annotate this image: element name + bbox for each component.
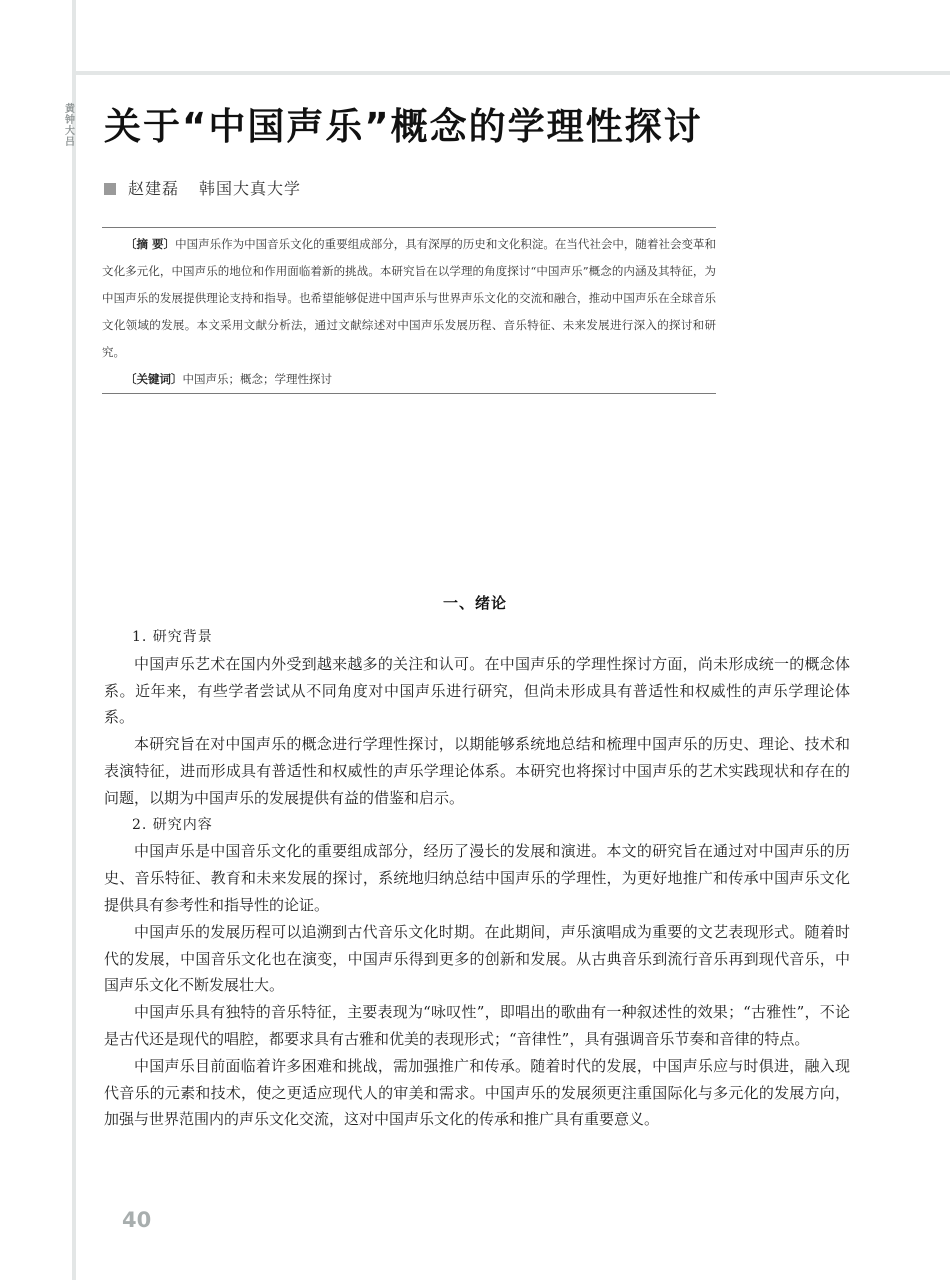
byline: [104, 176, 301, 199]
body-paragraph: 中国声乐目前面临着许多困难和挑战，需加强推广和传承。随着时代的发展，中国声乐应与时俱进，融入现代音乐的元素和技术，使之更适应现代人的审美和需求。中国声乐的发展须更注重国际化与多元化的发展方向，加强与世界范围内的声乐文化交流，这对中国声乐文化的传承和推广具有重要意义。: [104, 1056, 850, 1129]
subheading-research-content: 2. 研究内容: [132, 816, 213, 833]
header-rule: [76, 71, 950, 75]
body-paragraph: 中国声乐具有独特的音乐特征，主要表现为“咏叹性”，即唱出的歌曲有一种叙述性的效果；“古雅性”，不论是古代还是现代的唱腔，都要求具有古雅和优美的表现形式；“音律性”，具有强调音乐节奏和音律的特点。: [104, 1003, 850, 1048]
author-affiliation: 韩国大真大学: [199, 179, 302, 198]
subheading-research-background: 1. 研究背景: [132, 629, 213, 645]
abstract-label: 〔摘 要〕: [125, 237, 176, 251]
section-heading: 一、绪论: [442, 594, 507, 612]
author-name: 赵建磊: [128, 179, 180, 198]
abstract-paragraph: [102, 231, 716, 366]
body-paragraph: 中国声乐艺术在国内外受到越来越多的关注和认可。在中国声乐的学理性探讨方面，尚未形成统一的概念体系。近年来，有些学者尝试从不同角度对中国声乐进行研究，但尚未形成具有普适性和权威性的声乐学理论体系。: [104, 654, 850, 727]
keywords-line: [102, 366, 716, 393]
body-text: [104, 624, 850, 1133]
keywords-text: 中国声乐；概念；学理性探讨: [182, 372, 332, 386]
page-number: 40: [122, 1208, 152, 1232]
body-paragraph: 中国声乐是中国音乐文化的重要组成部分，经历了漫长的发展和演进。本文的研究旨在通过对中国声乐的历史、音乐特征、教育和未来发展的探讨，系统地归纳总结中国声乐的学理性，为更好地推广和传承中国声乐文化提供具有参考性和指导性的论证。: [104, 842, 850, 914]
abstract-text: 中国声乐作为中国音乐文化的重要组成部分，具有深厚的历史和文化积淀。在当代社会中，随着社会变革和文化多元化，中国声乐的地位和作用面临着新的挑战。本研究旨在以学理的角度探讨“中国声乐”概念的内涵及其特征，为中国声乐的发展提供理论支持和指导。也希望能够促进中国声乐与世界声乐文化的交流和融合，推动中国声乐在全球音乐文化领域的发展。本文采用文献分析法，通过文献综述对中国声乐发展历程、音乐特征、未来发展进行深入的探讨和研究。: [102, 237, 716, 359]
left-margin-bar: [72, 0, 76, 1280]
journal-column-mark: 黄钟大吕: [65, 104, 75, 148]
article-title: 关于“中国声乐”概念的学理性探讨: [104, 105, 703, 148]
abstract-box: [102, 227, 716, 394]
body-paragraph: 本研究旨在对中国声乐的概念进行学理性探讨，以期能够系统地总结和梳理中国声乐的历史、理论、技术和表演特征，进而形成具有普适性和权威性的声乐学理论体系。本研究也将探讨中国声乐的艺术实践现状和存在的问题，以期为中国声乐的发展提供有益的借鉴和启示。: [104, 735, 850, 807]
square-bullet-icon: [104, 183, 116, 195]
body-paragraph: 中国声乐的发展历程可以追溯到古代音乐文化时期。在此期间，声乐演唱成为重要的文艺表现形式。随着时代的发展，中国音乐文化也在演变，中国声乐得到更多的创新和发展。从古典音乐到流行音乐再到现代音乐，中国声乐文化不断发展壮大。: [104, 922, 850, 995]
keywords-label: 〔关键词〕: [125, 372, 183, 386]
